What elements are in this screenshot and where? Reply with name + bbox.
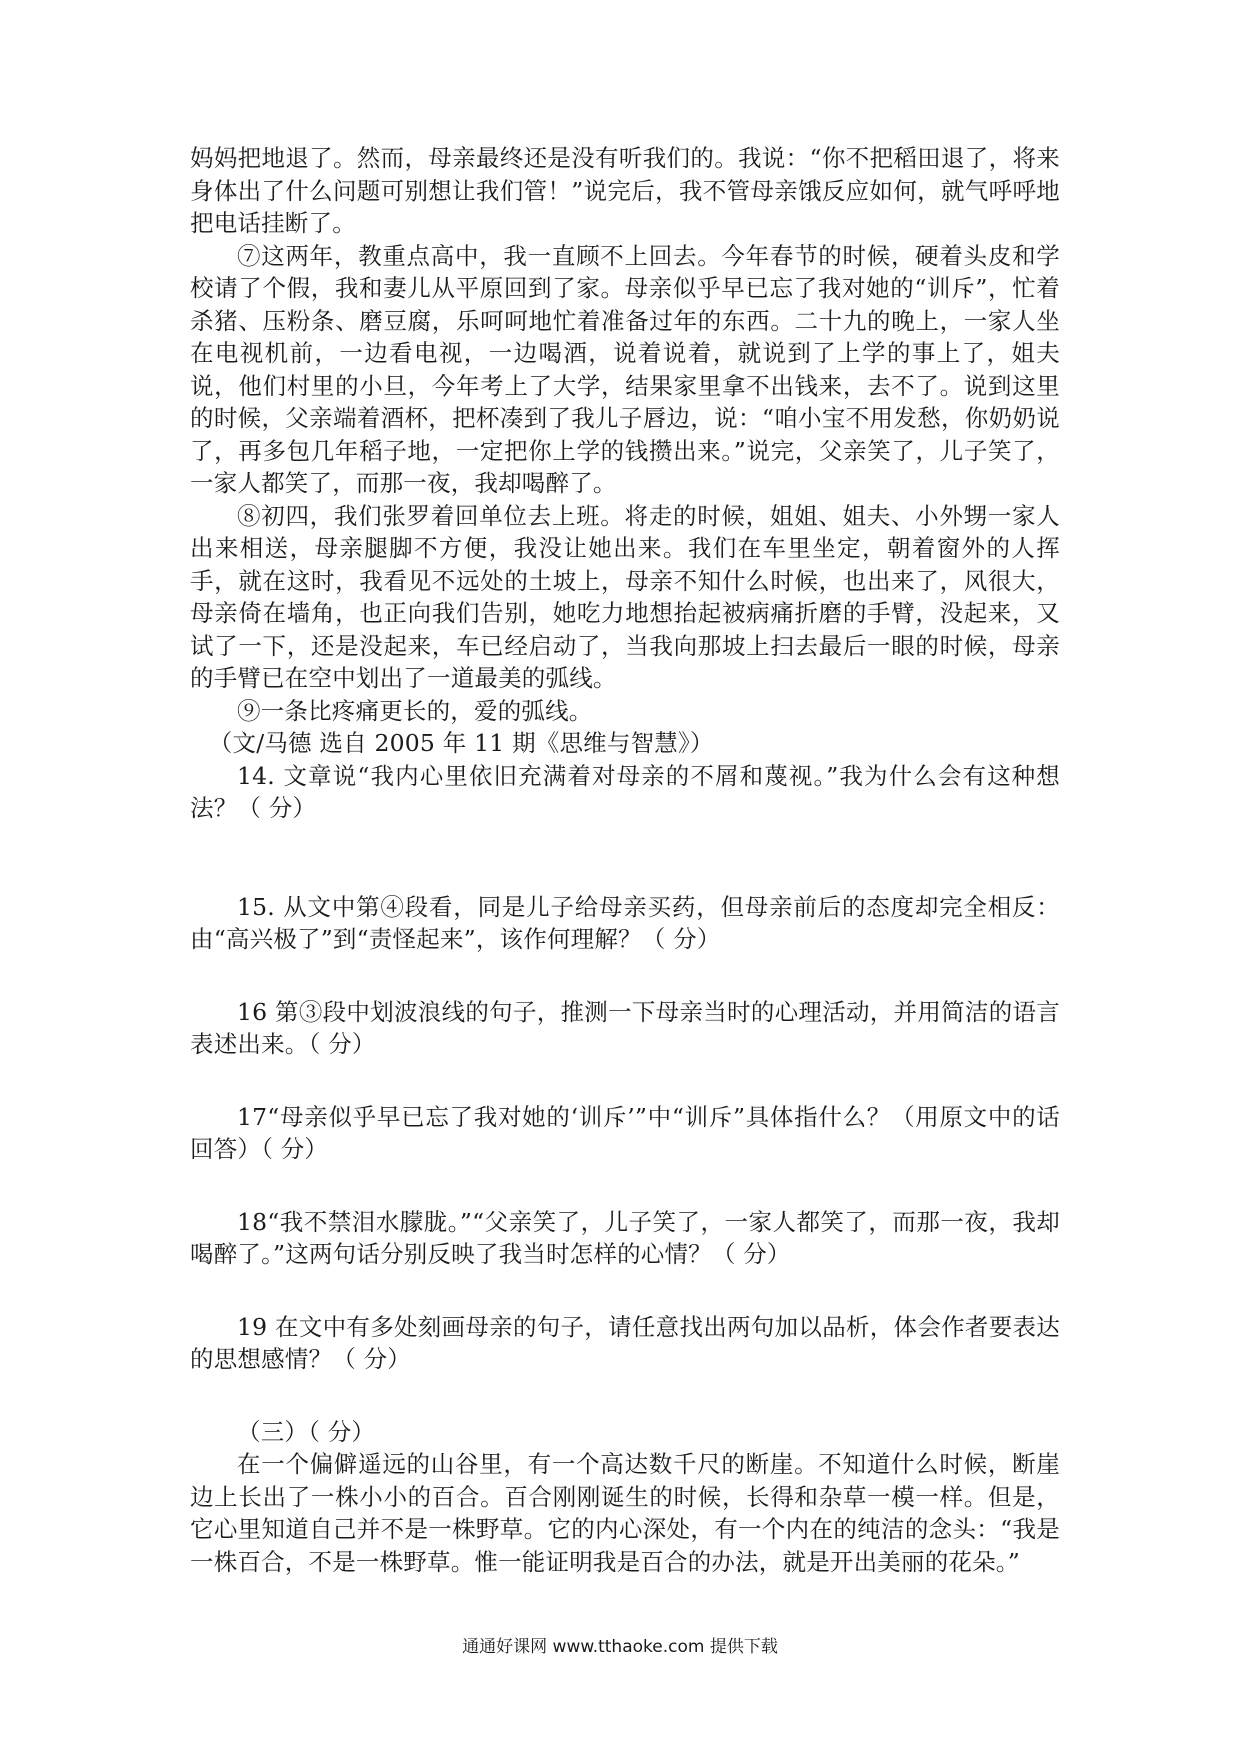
question-17: 17“母亲似乎早已忘了我对她的‘训斥’”中“训斥”具体指什么？（用原文中的话回答）（ 分） (190, 1102, 1060, 1163)
question-19: 19 在文中有多处刻画母亲的句子，请任意找出两句加以品析，体会作者要表达的思想感情？（ 分） (190, 1312, 1060, 1373)
source-citation: （文/马德 选自 2005 年 11 期《思维与智慧》） (208, 729, 714, 757)
section-3-heading: （三）（ 分） (237, 1417, 376, 1446)
question-15: 15. 从文中第④段看，同是儿子给母亲买药，但母亲前后的态度却完全相反：由“高兴极了”到“责怪起来”，该作何理解？（ 分） (190, 892, 1060, 953)
paragraph-7: ⑦这两年，教重点高中，我一直顾不上回去。今年春节的时候，硬着头皮和学校请了个假，我和妻儿从平原回到了家。母亲似乎早已忘了我对她的“训斥”，忙着杀猪、压粉条、磨豆腐，乐呵呵地忙着准备过年的东西。二十九的晚上，一家人坐在电视机前，一边看电视，一边喝酒，说着说着，就说到了上学的事上了，姐夫说，他们村里的小旦，今年考上了大学，结果家里拿不出钱来，去不了。说到这里的时候，父亲端着酒杯，把杯凑到了我儿子唇边，说：“咱小宝不用发愁，你奶奶说了，再多包几年稻子地，一定把你上学的钱攒出来。”说完，父亲笑了，儿子笑了，一家人都笑了，而那一夜，我却喝醉了。 (190, 241, 1060, 497)
paragraph-9: ⑨一条比疼痛更长的，爱的弧线。 (237, 696, 593, 725)
page-content (190, 142, 1060, 1578)
question-16: 16 第③段中划波浪线的句子，推测一下母亲当时的心理活动，并用简洁的语言表述出来。（ 分） (190, 997, 1060, 1058)
page-footer: 通通好课网 www.tthaoke.com 提供下载 (462, 1637, 778, 1657)
paragraph-8: ⑧初四，我们张罗着回单位去上班。将走的时候，姐姐、姐夫、小外甥一家人出来相送，母亲腿脚不方便，我没让她出来。我们在车里坐定，朝着窗外的人挥手，就在这时，我看见不远处的土坡上，母亲不知什么时候，也出来了，风很大，母亲倚在墙角，也正向我们告别，她吃力地想抬起被病痛折磨的手臂，没起来，又试了一下，还是没起来，车已经启动了，当我向那坡上扫去最后一眼的时候，母亲的手臂已在空中划出了一道最美的弧线。 (190, 501, 1060, 692)
question-18: 18“我不禁泪水朦胧。”“父亲笑了，儿子笑了，一家人都笑了，而那一夜，我却喝醉了。”这两句话分别反映了我当时怎样的心情？（ 分） (190, 1207, 1060, 1268)
section-3-paragraph: 在一个偏僻遥远的山谷里，有一个高达数千尺的断崖。不知道什么时候，断崖边上长出了一株小小的百合。百合刚刚诞生的时候，长得和杂草一模一样。但是，它心里知道自己并不是一株野草。它的内心深处，有一个内在的纯洁的念头：“我是一株百合，不是一株野草。惟一能证明我是百合的办法，就是开出美丽的花朵。” (190, 1450, 1060, 1576)
paragraph-continued: 妈妈把地退了。然而，母亲最终还是没有听我们的。我说：“你不把稻田退了，将来身体出了什么问题可别想让我们管！”说完后，我不管母亲饿反应如何，就气呼呼地把电话挂断了。 (190, 144, 1060, 237)
question-14: 14. 文章说“我内心里依旧充满着对母亲的不屑和蔑视。”我为什么会有这种想法？（ 分） (190, 761, 1060, 822)
